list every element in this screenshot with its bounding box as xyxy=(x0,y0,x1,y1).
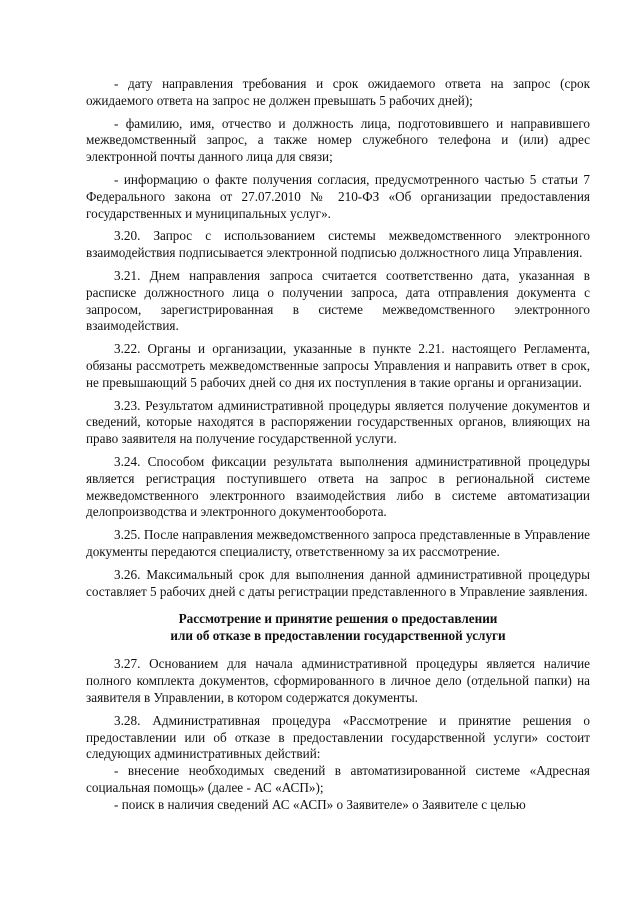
document-page xyxy=(86,76,590,813)
paragraph-3-25: 3.25. После направления межведомственного запроса представленные в Управление документы передаются специалисту, ответственному за их рассмотрение. xyxy=(86,527,590,559)
section-heading-line-2: или об отказе в предоставлении государственной услуги xyxy=(170,628,506,644)
paragraph-3-22: 3.22. Органы и организации, указанные в пункте 2.21. настоящего Регламента, обязаны рассмотреть межведомственные запросы Управления и направить ответ в срок, не превышающий 5 рабочих дней со дня их поступления в такие органы и организации. xyxy=(86,341,590,390)
section-heading xyxy=(86,610,590,644)
paragraph-3-20: 3.20. Запрос с использованием системы межведомственного электронного взаимодействия подписывается электронной подписью должностного лица Управления. xyxy=(86,228,590,261)
paragraph-3-24: 3.24. Способом фиксации результата выполнения административной процедуры является регистрация поступившего ответа на запрос в региональной системе межведомственного электронного взаимодействия либо в системе автоматизации делопроизводства и электронного документооборота. xyxy=(86,453,590,520)
paragraph-consent-info: - информацию о факте получения согласия, предусмотренного частью 5 статьи 7 Федерального закона от 27.07.2010 № 210-ФЗ «Об организации предоставления государственных и муниципальных услуг». xyxy=(86,171,590,221)
paragraph-3-28: 3.28. Административная процедура «Рассмотрение и принятие решения о предоставлении или об отказе в предоставлении государственной услуги» состоит следующих административных действий: xyxy=(86,712,590,762)
paragraph-action-search: - поиск в наличия сведений АС «АСП» о Заявителе» о Заявителе с целью xyxy=(114,796,526,812)
paragraph-deadline: - дату направления требования и срок ожидаемого ответа на запрос (срок ожидаемого ответа на запрос не должен превышать 5 рабочих дней); xyxy=(86,76,590,108)
paragraph-3-21: 3.21. Днем направления запроса считается соответственно дата, указанная в расписке должностного лица о получении запроса, дата отправления документа с запросом, зарегистрированная в системе межведомственного электронного взаимодействия. xyxy=(86,267,590,334)
paragraph-3-23: 3.23. Результатом административной процедуры является получение документов и сведений, которые находятся в распоряжении государственных органов, влияющих на право заявителя на получение государственной услуги. xyxy=(86,397,590,447)
paragraph-3-27: 3.27. Основанием для начала административной процедуры является наличие полного комплекта документов, сформированного в личное дело (отдельной папки) на заявителя в Управлении, в котором содержатся документы. xyxy=(86,656,590,705)
paragraph-officer-details: - фамилию, имя, отчество и должность лица, подготовившего и направившего межведомственный запрос, а также номер служебного телефона и (или) адрес электронной почты данного лица для связи; xyxy=(86,115,590,165)
paragraph-action-entry: - внесение необходимых сведений в автоматизированной системе «Адресная социальная помощь» (далее - АС «АСП»); xyxy=(86,763,590,795)
paragraph-3-26: 3.26. Максимальный срок для выполнения данной административной процедуры составляет 5 рабочих дней с даты регистрации представленного в Управление заявления. xyxy=(86,566,590,599)
section-heading-line-1: Рассмотрение и принятие решения о предоставлении xyxy=(178,611,498,627)
